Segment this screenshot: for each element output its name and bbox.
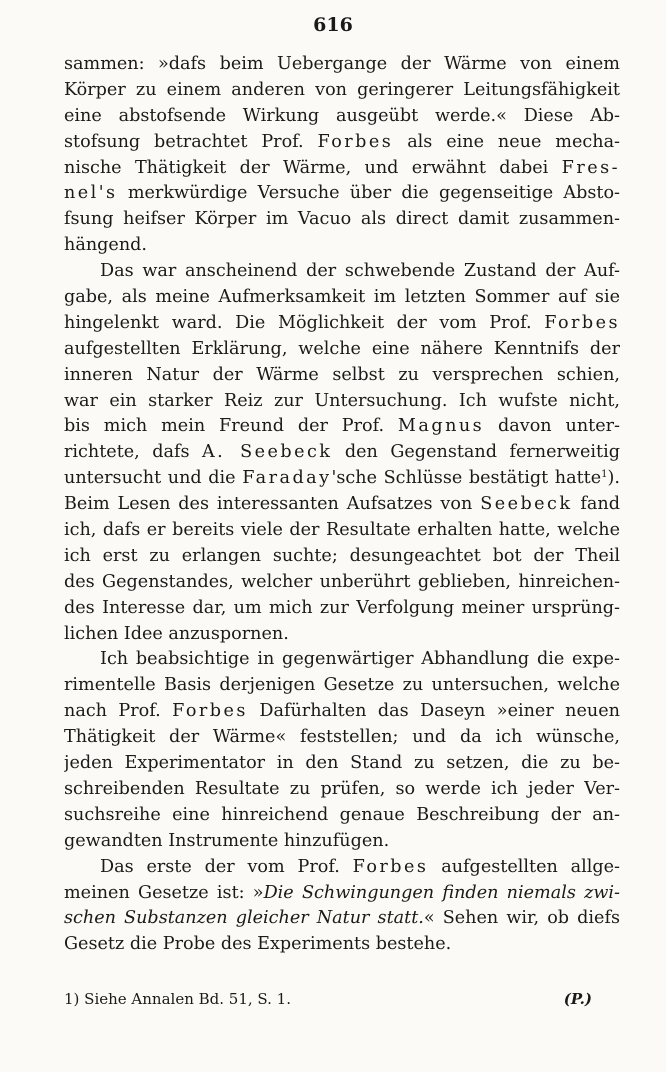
italic-quote: Die Schwingungen finden niemals zwi- [263, 882, 620, 903]
text-line: hängend. [64, 235, 148, 256]
text-line: gewandten Instrumente hinzufügen. [64, 830, 390, 851]
spaced-name: Seebeck [480, 494, 573, 515]
body-text [64, 52, 620, 958]
text-line: bis mich mein Freund der Prof. Magnus davon unter- [64, 416, 620, 437]
text-line: hingelenkt ward. Die Möglichkeit der vom Prof. Forbes [64, 312, 620, 333]
spaced-name: A. Seebeck [201, 442, 333, 463]
paragraph [64, 52, 620, 259]
spaced-name: Forbes [544, 312, 620, 333]
text-line: nische Thätigkeit der Wärme, und erwähnt dabei Fres- [64, 157, 620, 178]
text-line: nach Prof. Forbes Dafürhalten das Daseyn »einer neuen [64, 701, 620, 722]
text-line: eine abstofsende Wirkung ausgeübt werde.« Diese Ab- [64, 105, 620, 126]
text-line: gabe, als meine Aufmerksamkeit im letzten Sommer auf sie [64, 287, 620, 308]
text-line: Thätigkeit der Wärme« feststellen; und da ich wünsche, [64, 727, 620, 748]
text-line: ich, dafs er bereits viele der Resultate erhalten hatte, welche [64, 520, 620, 541]
text-line: aufgestellten Erklärung, welche eine nähere Kenntnifs der [64, 338, 620, 359]
text-line: untersucht und die Faraday'sche Schlüsse bestätigt hatte$^1$). [64, 468, 620, 489]
text-line: fsung heifser Körper im Vacuo als direct damit zusammen- [64, 209, 620, 230]
text-line: sammen: »dafs beim Uebergange der Wärme von einem [64, 54, 620, 74]
text-line: rimentelle Basis derjenigen Gesetze zu untersuchen, welche [64, 675, 620, 696]
text-line: stofsung betrachtet Prof. Forbes als eine neue mecha- [64, 131, 620, 152]
text-line: suchsreihe eine hinreichend genaue Beschreibung der an- [64, 804, 620, 825]
paragraph [64, 647, 620, 854]
spaced-name: nel's [64, 183, 118, 204]
italic-quote: schen Substanzen gleicher Natur statt. [64, 908, 424, 929]
text-line: schreibenden Resultate zu prüfen, so werde ich jeder Ver- [64, 778, 620, 799]
footnote-signature: (P.) [563, 990, 592, 1008]
text-line: Körper zu einem anderen von geringerer Leitungsfähigkeit [64, 79, 620, 100]
spaced-name: Forbes [352, 856, 429, 877]
footnote [64, 990, 592, 1008]
text-line: jeden Experimentator in den Stand zu setzen, die zu be- [64, 753, 620, 774]
text-line: des Interesse dar, um mich zur Verfolgung meiner ursprüng- [64, 597, 620, 618]
paragraph [64, 855, 620, 959]
text-line: Gesetz die Probe des Experiments bestehe. [64, 934, 452, 955]
paragraph [64, 259, 620, 647]
text-line: Das war anscheinend der schwebende Zustand der Auf- [100, 261, 620, 282]
text-line: inneren Natur der Wärme selbst zu versprechen schien, [64, 364, 620, 385]
text-line: war ein starker Reiz zur Untersuchung. Ich wufste nicht, [64, 390, 620, 411]
spaced-name: Fres- [561, 157, 620, 178]
text-line: meinen Gesetze ist: »Die Schwingungen finden niemals zwi- [64, 882, 620, 903]
spaced-name: Forbes [317, 131, 394, 152]
text-line: lichen Idee anzuspornen. [64, 623, 289, 644]
spaced-name: Magnus [397, 416, 485, 437]
text-line: Das erste der vom Prof. Forbes aufgestellten allge- [100, 856, 620, 877]
footnote-text: 1) Siehe Annalen Bd. 51, S. 1. [64, 990, 291, 1008]
text-line: richtete, dafs A. Seebeck den Gegenstand fernerweitig [64, 442, 620, 463]
spaced-name: Forbes [172, 701, 248, 722]
footnote-ref: 1 [601, 469, 608, 481]
text-line: Beim Lesen des interessanten Aufsatzes von Seebeck fand [64, 494, 620, 515]
spaced-name: Faraday [242, 468, 332, 489]
page-number: 616 [313, 14, 353, 36]
text-line: nel's merkwürdige Versuche über die gegenseitige Absto- [64, 183, 620, 204]
text-line: ich erst zu erlangen suchte; desungeachtet bot der Theil [64, 545, 620, 566]
text-line: schen Substanzen gleicher Natur statt.« Sehen wir, ob diefs [64, 908, 620, 929]
text-line: des Gegenstandes, welcher unberührt geblieben, hinreichen- [64, 571, 620, 592]
text-line: Ich beabsichtige in gegenwärtiger Abhandlung die expe- [100, 649, 620, 670]
